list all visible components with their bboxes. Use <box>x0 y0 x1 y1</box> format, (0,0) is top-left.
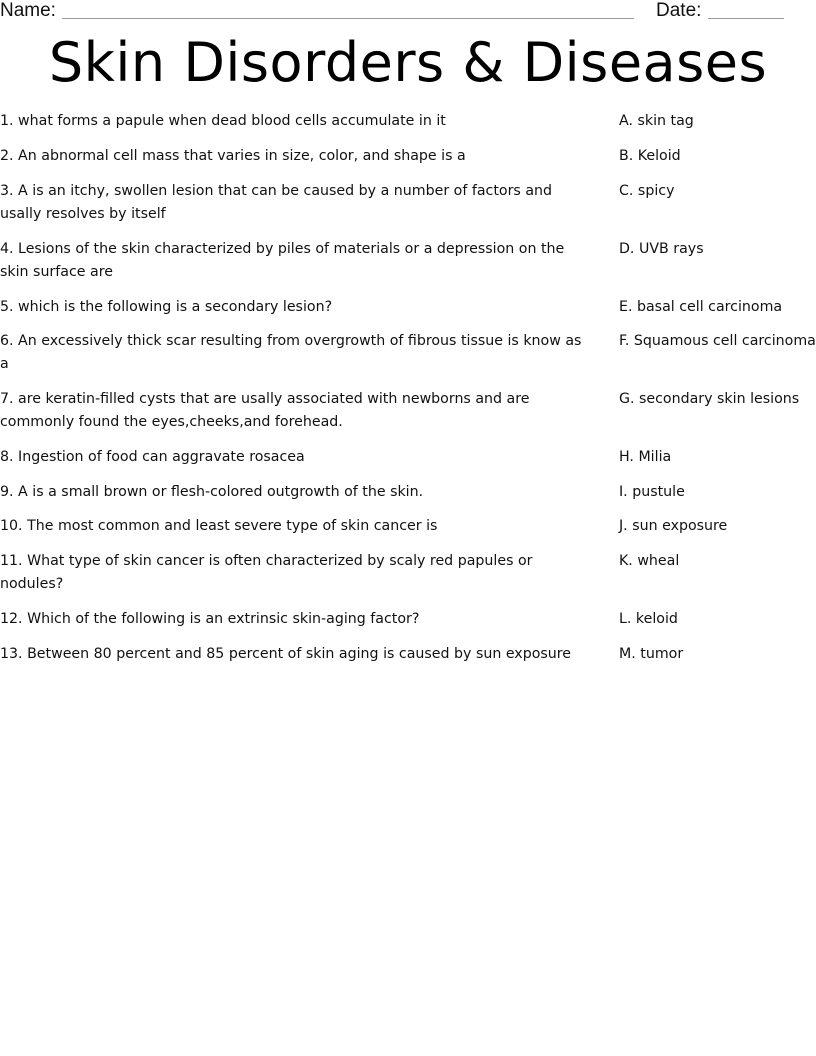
question-text: 1. what forms a papule when dead blood cells accumulate in it <box>0 113 446 129</box>
question-text: 11. What type of skin cancer is often characterized by scaly red papules or nodules? <box>0 553 533 592</box>
name-field-line[interactable] <box>62 18 634 19</box>
question-text: 10. The most common and least severe type of skin cancer is <box>0 518 438 534</box>
answer-option: K. wheal <box>619 553 680 569</box>
question-text: 13. Between 80 percent and 85 percent of skin aging is caused by sun exposure <box>0 646 572 662</box>
answer-option: F. Squamous cell carcinoma <box>619 333 816 349</box>
answer-option: G. secondary skin lesions <box>619 391 800 407</box>
answer-option: J. sun exposure <box>619 518 728 534</box>
answer-option: L. keloid <box>619 611 678 627</box>
question-text: 4. Lesions of the skin characterized by piles of materials or a depression on the skin surface are <box>0 241 565 280</box>
question-text: 3. A is an itchy, swollen lesion that can be caused by a number of factors and usally resolves by itself <box>0 183 553 222</box>
answer-option: M. tumor <box>619 646 684 662</box>
worksheet-header <box>0 0 816 24</box>
question-text: 8. Ingestion of food can aggravate rosacea <box>0 449 305 465</box>
answer-option: H. Milia <box>619 449 672 465</box>
name-label: Name: <box>0 0 56 21</box>
question-text: 6. An excessively thick scar resulting from overgrowth of fibrous tissue is know as a <box>0 333 582 372</box>
date-label: Date: <box>656 0 702 21</box>
answer-option: E. basal cell carcinoma <box>619 299 783 315</box>
question-text: 2. An abnormal cell mass that varies in size, color, and shape is a <box>0 148 466 164</box>
question-text: 12. Which of the following is an extrinsic skin-aging factor? <box>0 611 420 627</box>
answer-option: D. UVB rays <box>619 241 704 257</box>
page-title: Skin Disorders & Diseases <box>48 31 768 94</box>
answer-option: A. skin tag <box>619 113 694 129</box>
answer-option: C. spicy <box>619 183 675 199</box>
answer-option: B. Keloid <box>619 148 681 164</box>
question-text: 9. A is a small brown or flesh-colored outgrowth of the skin. <box>0 484 424 500</box>
answer-option: I. pustule <box>619 484 685 500</box>
date-field-line[interactable] <box>708 18 784 19</box>
question-text: 5. which is the following is a secondary lesion? <box>0 299 333 315</box>
question-text: 7. are keratin-filled cysts that are usally associated with newborns and are commonly found the eyes,cheeks,and forehead. <box>0 391 530 430</box>
